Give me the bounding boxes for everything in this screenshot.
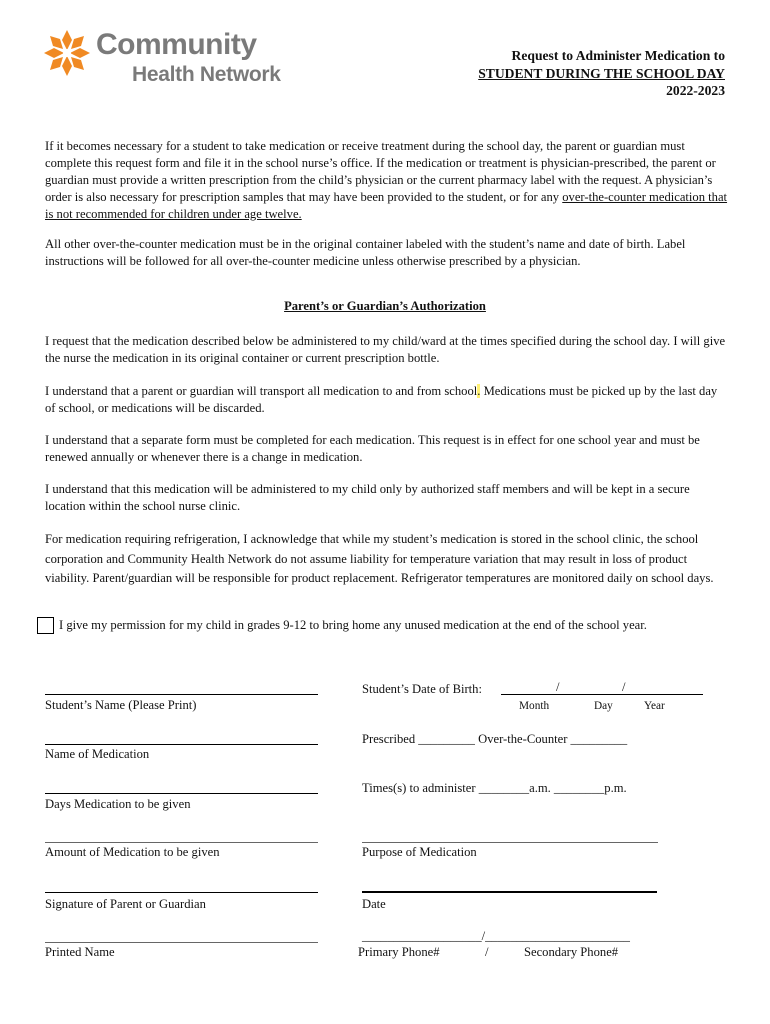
primary-phone-label: Primary Phone# (358, 945, 440, 959)
school-year: 2022-2023 (666, 83, 725, 98)
authorization-paragraph-1: I request that the medication described below be administered to my child/ward at the times specified during the school day. I will give the nurse the medication in its original container or current prescription bottle. (45, 334, 726, 365)
pickup-text: Medications must be picked up by the last day of school, or medications will be discarded. (45, 384, 718, 415)
medication-name-label: Name of Medication (45, 747, 150, 761)
intro-paragraph-1 (45, 138, 728, 223)
signature-line[interactable] (45, 892, 318, 893)
signature-label: Signature of Parent or Guardian (45, 897, 206, 911)
form-title (478, 47, 725, 100)
dob-line[interactable] (501, 694, 703, 695)
intro-paragraph-2: All other over-the-counter medication must be in the original container labeled with the student’s name and date of birth. Label instructions will be followed for all over-the-counter medicine unless otherwise prescribed by a physician. (45, 237, 686, 268)
dob-label: Student’s Date of Birth: (362, 682, 482, 696)
purpose-line[interactable] (362, 842, 658, 843)
dob-separator-1: / (556, 680, 560, 694)
date-label: Date (362, 897, 386, 911)
times-field[interactable]: Times(s) to administer ________a.m. ________p.m. (362, 781, 627, 795)
authorization-paragraph-5: For medication requiring refrigeration, I acknowledge that while my student’s medication is stored in the school clinic, the school corporation and Community Health Network do not assume liability for temperature variation that may result in loss of product viability. Parent/guardian will be responsible for product replacement. Refrigerator temperatures are monitored daily on school days. (45, 532, 714, 585)
logo-text-community: Community (96, 28, 257, 61)
title-line-1: Request to Administer Medication to (511, 48, 725, 63)
logo-text-health-network: Health Network (132, 63, 281, 86)
section-title-authorization: Parent’s or Guardian’s Authorization (284, 299, 486, 313)
authorization-paragraph-4: I understand that this medication will be administered to my child only by authorized staff members and will be kept in a secure location within the school nurse clinic. (45, 482, 690, 513)
amount-line[interactable] (45, 842, 318, 843)
printed-name-label: Printed Name (45, 945, 115, 959)
days-label: Days Medication to be given (45, 797, 191, 811)
purpose-label: Purpose of Medication (362, 845, 477, 859)
authorization-paragraph-2 (45, 383, 728, 417)
dob-separator-2: / (622, 680, 626, 694)
dob-day-label: Day (594, 700, 613, 712)
community-health-network-logo (42, 26, 292, 96)
phone-separator: / (485, 945, 489, 959)
intro-text: If it becomes necessary for a student to take medication or receive treatment during the school day, the parent or guardian must complete this request form and file it in the school nurse’s office. If the medication or treatment is physician-prescribed, the parent or guardian must provide a written prescription from the child’s physician or the current pharmacy label with the request. A physician’s order is also necessary for prescription samples that may have been provided to the student, or for any (45, 139, 716, 204)
student-name-line[interactable] (45, 694, 318, 695)
starburst-logo-icon (42, 28, 92, 78)
printed-name-line[interactable] (45, 942, 318, 943)
date-line[interactable] (362, 891, 657, 893)
dob-year-label: Year (644, 700, 665, 712)
intro-underlined-text: over-the-counter medication that is not recommended for children under age twelve. (45, 190, 728, 221)
highlighted-mark: . (477, 384, 481, 398)
title-line-2: STUDENT DURING THE SCHOOL DAY (478, 65, 725, 81)
amount-label: Amount of Medication to be given (45, 845, 220, 859)
medication-name-line[interactable] (45, 744, 318, 745)
secondary-phone-label: Secondary Phone# (524, 945, 619, 959)
dob-month-label: Month (519, 700, 550, 712)
days-line[interactable] (45, 793, 318, 794)
prescribed-or-otc-field[interactable]: Prescribed _________ Over-the-Counter _________ (362, 732, 628, 746)
transport-text: I understand that a parent or guardian will transport all medication to and from school (45, 384, 478, 398)
permission-checkbox[interactable] (37, 617, 54, 634)
authorization-paragraph-3: I understand that a separate form must be completed for each medication. This request is in effect for one school year and must be renewed annually or whenever there is a change in medication. (45, 433, 700, 464)
phone-line[interactable]: ___________________/_______________________ (362, 929, 630, 943)
permission-label: I give my permission for my child in grades 9-12 to bring home any unused medication at the end of the school year. (59, 618, 647, 632)
student-name-label: Student’s Name (Please Print) (45, 698, 197, 712)
